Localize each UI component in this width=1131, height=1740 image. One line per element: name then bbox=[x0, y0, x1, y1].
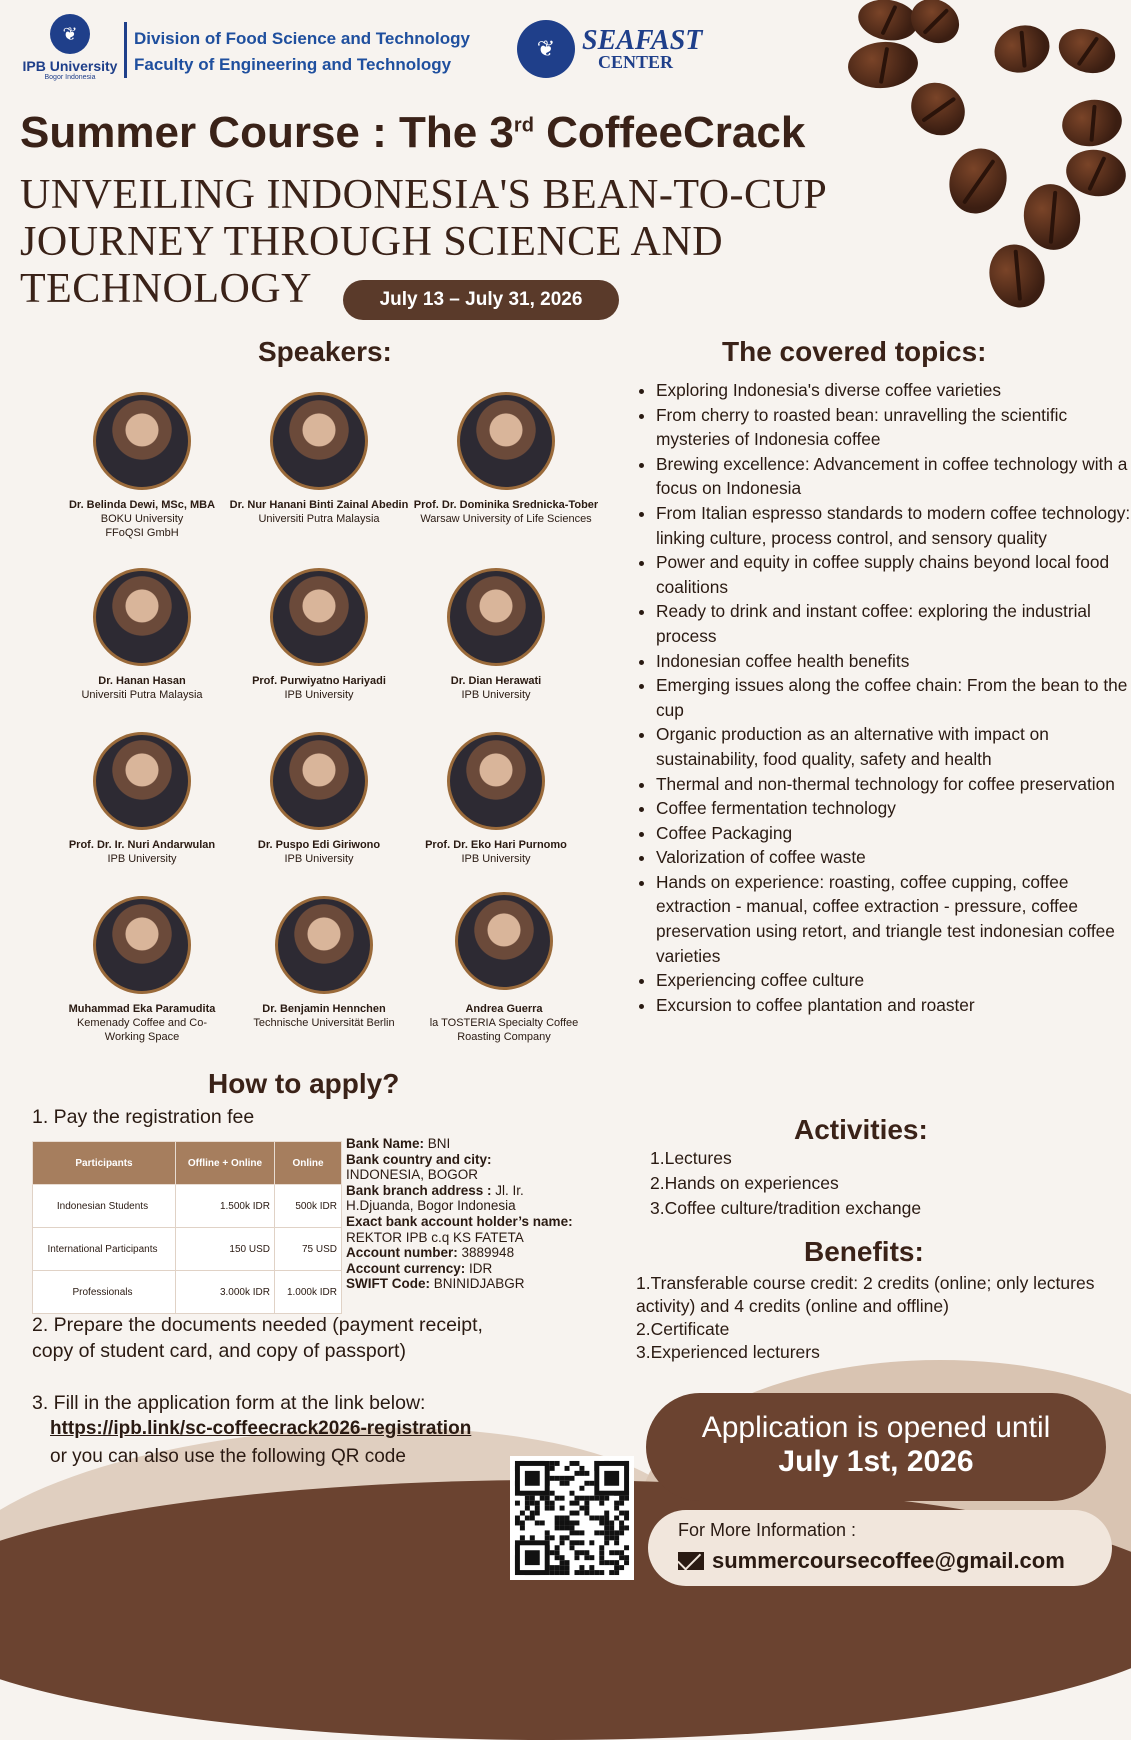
contact-label: For More Information : bbox=[678, 1520, 857, 1540]
topic-item: • Brewing excellence: Advancement in coffee technology with a focus on Indonesia bbox=[656, 452, 1131, 501]
speakers-heading: Speakers: bbox=[258, 336, 392, 367]
speaker-photo bbox=[447, 732, 545, 830]
apply-step-3: 3. Fill in the application form at the link below: bbox=[32, 1392, 426, 1414]
list-item: 1.Lectures bbox=[650, 1148, 732, 1168]
topic-item: • Power and equity in coffee supply chains beyond local food coalitions bbox=[656, 550, 1131, 599]
apply-step-1: 1. Pay the registration fee bbox=[32, 1106, 255, 1128]
qr-note: or you can also use the following QR code bbox=[50, 1446, 406, 1467]
speaker-card: Dr. Belinda Dewi, MSc, MBA BOKU University FFoQSI GmbH bbox=[52, 392, 232, 540]
speaker-card: Andrea Guerra la TOSTERIA Specialty Coffee Roasting Company bbox=[414, 892, 594, 1044]
list-item: 2.Certificate bbox=[636, 1319, 730, 1339]
table-header: Offline + Online bbox=[176, 1142, 275, 1185]
speaker-card: Dr. Puspo Edi Giriwono IPB University bbox=[229, 732, 409, 866]
contact-email-row[interactable] bbox=[678, 1548, 1065, 1574]
benefits-heading: Benefits: bbox=[804, 1236, 924, 1267]
deadline-text: Application is opened until bbox=[701, 1411, 1051, 1444]
speaker-photo bbox=[93, 732, 191, 830]
topic-item: • Organic production as an alternative with impact on sustainability, food quality, safety and health bbox=[656, 722, 1131, 771]
bank-details: Bank Name: BNI Bank country and city: INDONESIA, BOGOR Bank branch address : Jl. Ir. H.Djuanda, Bogor Indonesia Exact bank account holder’s name: REKTOR IPB c.q KS FATETA Account number: 3889948 Account currency: IDR SWIFT Code: BNINIDJABGR bbox=[346, 1136, 573, 1292]
fee-table bbox=[32, 1141, 342, 1314]
speaker-photo bbox=[270, 568, 368, 666]
topic-item: • From cherry to roasted bean: unravelling the scientific mysteries of Indonesia coffee bbox=[656, 403, 1131, 452]
deadline-banner bbox=[646, 1393, 1106, 1501]
contact-box bbox=[648, 1510, 1112, 1586]
apply-step-2: 2. Prepare the documents needed (payment receipt, copy of student card, and copy of passport) bbox=[32, 1314, 483, 1362]
topic-item: • Thermal and non-thermal technology for coffee preservation bbox=[656, 772, 1131, 797]
registration-link[interactable]: https://ipb.link/sc-coffeecrack2026-registration bbox=[50, 1418, 472, 1439]
coffee-bean-decoration bbox=[988, 18, 1056, 80]
coffee-bean-decoration bbox=[1053, 21, 1122, 80]
speaker-photo bbox=[270, 392, 368, 490]
coffee-bean-decoration bbox=[903, 0, 967, 52]
speaker-card: Dr. Dian Herawati IPB University bbox=[406, 568, 586, 702]
topics-heading: The covered topics: bbox=[722, 336, 987, 367]
speaker-card: Prof. Dr. Ir. Nuri Andarwulan IPB University bbox=[52, 732, 232, 866]
list-item: 3.Experienced lecturers bbox=[636, 1342, 820, 1362]
coffee-bean-decoration bbox=[981, 237, 1054, 316]
seafast-emblem-icon: ❦ bbox=[517, 20, 575, 78]
coffee-bean-decoration bbox=[846, 39, 920, 91]
speaker-photo bbox=[275, 896, 373, 994]
course-dates: July 13 – July 31, 2026 bbox=[343, 280, 619, 320]
deadline-date: July 1st, 2026 bbox=[778, 1445, 974, 1478]
coffee-bean-decoration bbox=[1058, 95, 1125, 151]
course-title: Summer Course : The 3rd CoffeeCrack bbox=[20, 108, 806, 157]
topic-item: • Coffee Packaging bbox=[656, 821, 1131, 846]
speaker-photo bbox=[270, 732, 368, 830]
course-subtitle: UNVEILING INDONESIA'S BEAN-TO-CUP JOURNEY THROUGH SCIENCE AND TECHNOLOGY bbox=[20, 172, 828, 312]
topic-item: • Exploring Indonesia's diverse coffee varieties bbox=[656, 378, 1131, 403]
table-header: Online bbox=[275, 1142, 342, 1185]
ipb-logo bbox=[18, 14, 122, 84]
table-row: International Participants 150 USD 75 USD bbox=[33, 1228, 342, 1271]
list-item: 3.Coffee culture/tradition exchange bbox=[650, 1198, 922, 1218]
header-divider bbox=[124, 22, 127, 78]
benefits-list bbox=[636, 1272, 1106, 1364]
envelope-icon bbox=[678, 1552, 704, 1570]
speaker-photo bbox=[457, 392, 555, 490]
header-institution bbox=[134, 26, 470, 78]
topic-item: • Excursion to coffee plantation and roaster bbox=[656, 993, 1131, 1018]
speaker-photo bbox=[455, 892, 553, 990]
coffee-bean-decoration bbox=[1019, 180, 1086, 255]
ipb-sub: Bogor Indonesia bbox=[44, 74, 96, 81]
topic-item: • Valorization of coffee waste bbox=[656, 845, 1131, 870]
speaker-card: Prof. Purwiyatno Hariyadi IPB University bbox=[229, 568, 409, 702]
topic-item: • Experiencing coffee culture bbox=[656, 968, 1131, 993]
ipb-name: IPB University bbox=[22, 58, 118, 74]
coffee-bean-decoration bbox=[1062, 145, 1129, 201]
topics-list bbox=[632, 378, 1131, 1017]
ipb-emblem-icon: ❦ bbox=[50, 14, 90, 54]
coffee-bean-decoration bbox=[900, 72, 975, 146]
speaker-card: Dr. Hanan Hasan Universiti Putra Malaysia bbox=[52, 568, 232, 702]
registration-qr-code[interactable] bbox=[510, 1456, 634, 1580]
speaker-card: Prof. Dr. Dominika Srednicka-Tober Warsaw University of Life Sciences bbox=[406, 392, 606, 526]
coffee-bean-decoration bbox=[940, 140, 1015, 221]
division-name: Division of Food Science and Technology bbox=[134, 29, 470, 48]
table-row: Professionals 3.000k IDR 1.000k IDR bbox=[33, 1271, 342, 1314]
topic-item: • Ready to drink and instant coffee: exploring the industrial process bbox=[656, 599, 1131, 648]
list-item: 2.Hands on experiences bbox=[650, 1173, 839, 1193]
contact-email[interactable]: summercoursecoffee@gmail.com bbox=[712, 1548, 1065, 1573]
list-item: 1.Transferable course credit: 2 credits (online; only lectures activity) and 4 credits (online and offline) bbox=[636, 1273, 1095, 1316]
speaker-card: Dr. Benjamin Hennchen Technische Universität Berlin bbox=[234, 896, 414, 1030]
speaker-card: Dr. Nur Hanani Binti Zainal Abedin Universiti Putra Malaysia bbox=[229, 392, 409, 526]
apply-heading: How to apply? bbox=[208, 1068, 400, 1099]
table-row: Indonesian Students 1.500k IDR 500k IDR bbox=[33, 1185, 342, 1228]
seafast-center: CENTER bbox=[598, 52, 674, 72]
seafast-logo: SEAFAST bbox=[582, 25, 703, 56]
faculty-name: Faculty of Engineering and Technology bbox=[134, 55, 452, 74]
topic-item: • Emerging issues along the coffee chain: From the bean to the cup bbox=[656, 673, 1131, 722]
topic-item: • From Italian espresso standards to modern coffee technology: linking culture, process control, and sensory quality bbox=[656, 501, 1131, 550]
speaker-photo bbox=[93, 896, 191, 994]
speaker-photo bbox=[93, 568, 191, 666]
speaker-photo bbox=[447, 568, 545, 666]
activities-list bbox=[650, 1146, 921, 1221]
speaker-card: Muhammad Eka Paramudita Kemenady Coffee and Co-Working Space bbox=[44, 896, 240, 1044]
activities-heading: Activities: bbox=[794, 1114, 928, 1145]
speaker-card: Prof. Dr. Eko Hari Purnomo IPB University bbox=[406, 732, 586, 866]
topic-item: • Coffee fermentation technology bbox=[656, 796, 1131, 821]
speaker-photo bbox=[93, 392, 191, 490]
table-header: Participants bbox=[33, 1142, 176, 1185]
topic-item: • Hands on experience: roasting, coffee cupping, coffee extraction - manual, coffee extraction - pressure, coffee preservation using retort, and triangle test indonesian coffee varieties bbox=[656, 870, 1131, 968]
topic-item: • Indonesian coffee health benefits bbox=[656, 649, 1131, 674]
